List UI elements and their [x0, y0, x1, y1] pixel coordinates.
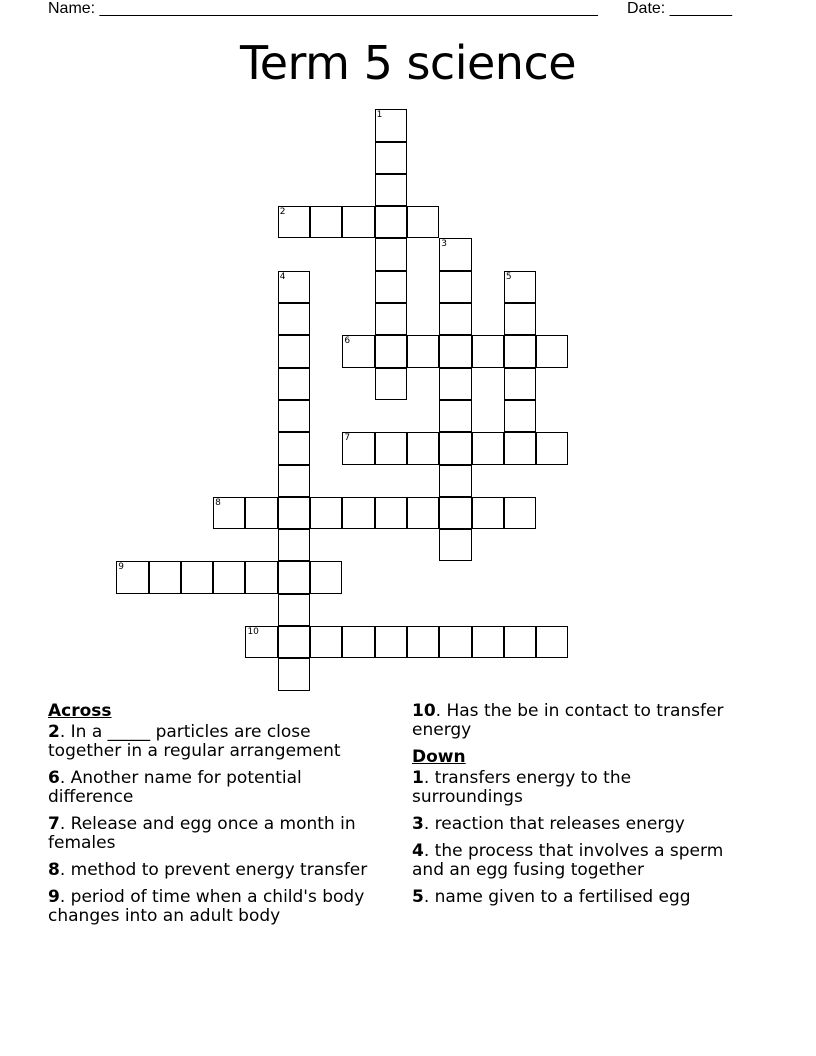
grid-cell[interactable] — [342, 206, 374, 238]
grid-cell[interactable] — [278, 271, 310, 303]
grid-cell[interactable] — [342, 497, 374, 529]
grid-cell[interactable] — [310, 206, 342, 238]
grid-cell[interactable] — [278, 658, 310, 690]
grid-cell[interactable] — [375, 238, 407, 270]
grid-cell[interactable] — [375, 271, 407, 303]
clue-text: . reaction that releases energy — [423, 814, 685, 834]
clue-text: . period of time when a child's body changes into an adult body — [48, 887, 365, 926]
clue-across-6 — [48, 769, 388, 807]
grid-cell[interactable] — [278, 561, 310, 593]
clues-left-column — [48, 702, 388, 934]
cell-number: 1 — [376, 110, 383, 121]
grid-cell[interactable] — [310, 626, 342, 658]
clue-across-10 — [412, 702, 742, 740]
grid-cell[interactable] — [472, 497, 504, 529]
clue-number: 5 — [412, 887, 424, 907]
grid-cell[interactable] — [439, 335, 471, 367]
grid-cell[interactable] — [375, 109, 407, 141]
grid-cell[interactable] — [407, 206, 439, 238]
grid-cell[interactable] — [472, 335, 504, 367]
clue-across-7 — [48, 815, 388, 853]
clue-down-1 — [412, 769, 742, 807]
grid-cell[interactable] — [278, 432, 310, 464]
grid-cell[interactable] — [310, 561, 342, 593]
page-title: Term 5 science — [239, 36, 577, 90]
grid-cell[interactable] — [375, 142, 407, 174]
grid-cell[interactable] — [181, 561, 213, 593]
grid-cell[interactable] — [278, 335, 310, 367]
down-heading: Down — [412, 747, 466, 767]
grid-cell[interactable] — [504, 368, 536, 400]
grid-cell[interactable] — [407, 432, 439, 464]
grid-cell[interactable] — [278, 400, 310, 432]
clue-text: . In a _____ particles are close together in a regular arrangement — [48, 722, 341, 761]
clue-across-8 — [48, 861, 388, 880]
grid-cell[interactable] — [245, 497, 277, 529]
clue-text: . Release and egg once a month in females — [48, 814, 356, 853]
clue-number: 6 — [48, 768, 60, 788]
grid-cell[interactable] — [375, 174, 407, 206]
grid-cell[interactable] — [375, 626, 407, 658]
cell-number: 8 — [215, 497, 221, 508]
grid-cell[interactable] — [245, 561, 277, 593]
clue-down-4 — [412, 842, 742, 880]
date-field[interactable]: Date: _______ — [627, 0, 732, 17]
grid-cell[interactable] — [278, 368, 310, 400]
clues-right-column — [412, 702, 742, 915]
grid-cell[interactable] — [375, 206, 407, 238]
grid-cell[interactable] — [375, 335, 407, 367]
grid-cell[interactable] — [342, 335, 374, 367]
clue-number: 1 — [412, 768, 424, 788]
grid-cell[interactable] — [278, 626, 310, 658]
cell-number: 6 — [344, 336, 351, 347]
grid-cell[interactable] — [504, 432, 536, 464]
grid-cell[interactable] — [504, 271, 536, 303]
clue-number: 4 — [412, 841, 424, 861]
cell-number: 2 — [279, 207, 286, 218]
grid-cell[interactable] — [213, 497, 245, 529]
grid-cell[interactable] — [310, 497, 342, 529]
grid-cell[interactable] — [278, 529, 310, 561]
clue-number: 8 — [48, 860, 60, 880]
grid-cell[interactable] — [536, 335, 568, 367]
grid-cell[interactable] — [439, 400, 471, 432]
grid-cell[interactable] — [245, 626, 277, 658]
cell-number: 9 — [118, 562, 124, 573]
grid-cell[interactable] — [439, 529, 471, 561]
grid-cell[interactable] — [439, 432, 471, 464]
clue-number: 2 — [48, 722, 60, 742]
grid-cell[interactable] — [439, 465, 471, 497]
clue-text: . Another name for potential difference — [48, 768, 302, 807]
grid-cell[interactable] — [375, 432, 407, 464]
across-heading: Across — [48, 701, 112, 721]
grid-cell[interactable] — [472, 432, 504, 464]
clue-text: . transfers energy to the surroundings — [412, 768, 632, 807]
clue-number: 9 — [48, 887, 60, 907]
grid-cell[interactable] — [472, 626, 504, 658]
grid-cell[interactable] — [149, 561, 181, 593]
clue-text: . Has the be in contact to transfer energy — [412, 701, 724, 740]
clue-number: 10 — [412, 701, 436, 721]
grid-cell[interactable] — [342, 626, 374, 658]
grid-cell[interactable] — [439, 626, 471, 658]
grid-cell[interactable] — [375, 497, 407, 529]
cell-number: 7 — [344, 433, 351, 444]
grid-cell[interactable] — [439, 238, 471, 270]
grid-cell[interactable] — [504, 497, 536, 529]
grid-cell[interactable] — [504, 303, 536, 335]
clue-across-9 — [48, 888, 388, 926]
grid-cell[interactable] — [278, 206, 310, 238]
clue-text: . the process that involves a sperm and an egg fusing together — [412, 841, 724, 880]
grid-cell[interactable] — [342, 432, 374, 464]
grid-cell[interactable] — [278, 303, 310, 335]
cell-number: 10 — [247, 627, 259, 638]
grid-cell[interactable] — [407, 497, 439, 529]
grid-cell[interactable] — [439, 497, 471, 529]
grid-cell[interactable] — [407, 335, 439, 367]
clue-down-5 — [412, 888, 742, 907]
grid-cell[interactable] — [504, 626, 536, 658]
clue-text: . method to prevent energy transfer — [59, 860, 368, 880]
grid-cell[interactable] — [375, 303, 407, 335]
cell-number: 5 — [505, 271, 512, 282]
grid-cell[interactable] — [439, 368, 471, 400]
grid-cell[interactable] — [213, 561, 245, 593]
grid-cell[interactable] — [504, 400, 536, 432]
clue-text: . name given to a fertilised egg — [423, 887, 691, 907]
clue-number: 3 — [412, 814, 424, 834]
cell-number: 3 — [441, 239, 447, 250]
grid-cell[interactable] — [116, 561, 148, 593]
grid-cell[interactable] — [536, 626, 568, 658]
clue-number: 7 — [48, 814, 60, 834]
grid-cell[interactable] — [407, 626, 439, 658]
grid-cell[interactable] — [278, 594, 310, 626]
clue-down-3 — [412, 815, 742, 834]
cell-number: 4 — [279, 271, 286, 282]
grid-cell[interactable] — [439, 303, 471, 335]
grid-cell[interactable] — [536, 432, 568, 464]
grid-cell[interactable] — [375, 368, 407, 400]
name-field[interactable]: Name: ________________________________________________________ — [48, 0, 598, 17]
grid-cell[interactable] — [278, 465, 310, 497]
clue-across-2 — [48, 723, 388, 761]
grid-cell[interactable] — [439, 271, 471, 303]
grid-cell[interactable] — [278, 497, 310, 529]
grid-cell[interactable] — [504, 335, 536, 367]
